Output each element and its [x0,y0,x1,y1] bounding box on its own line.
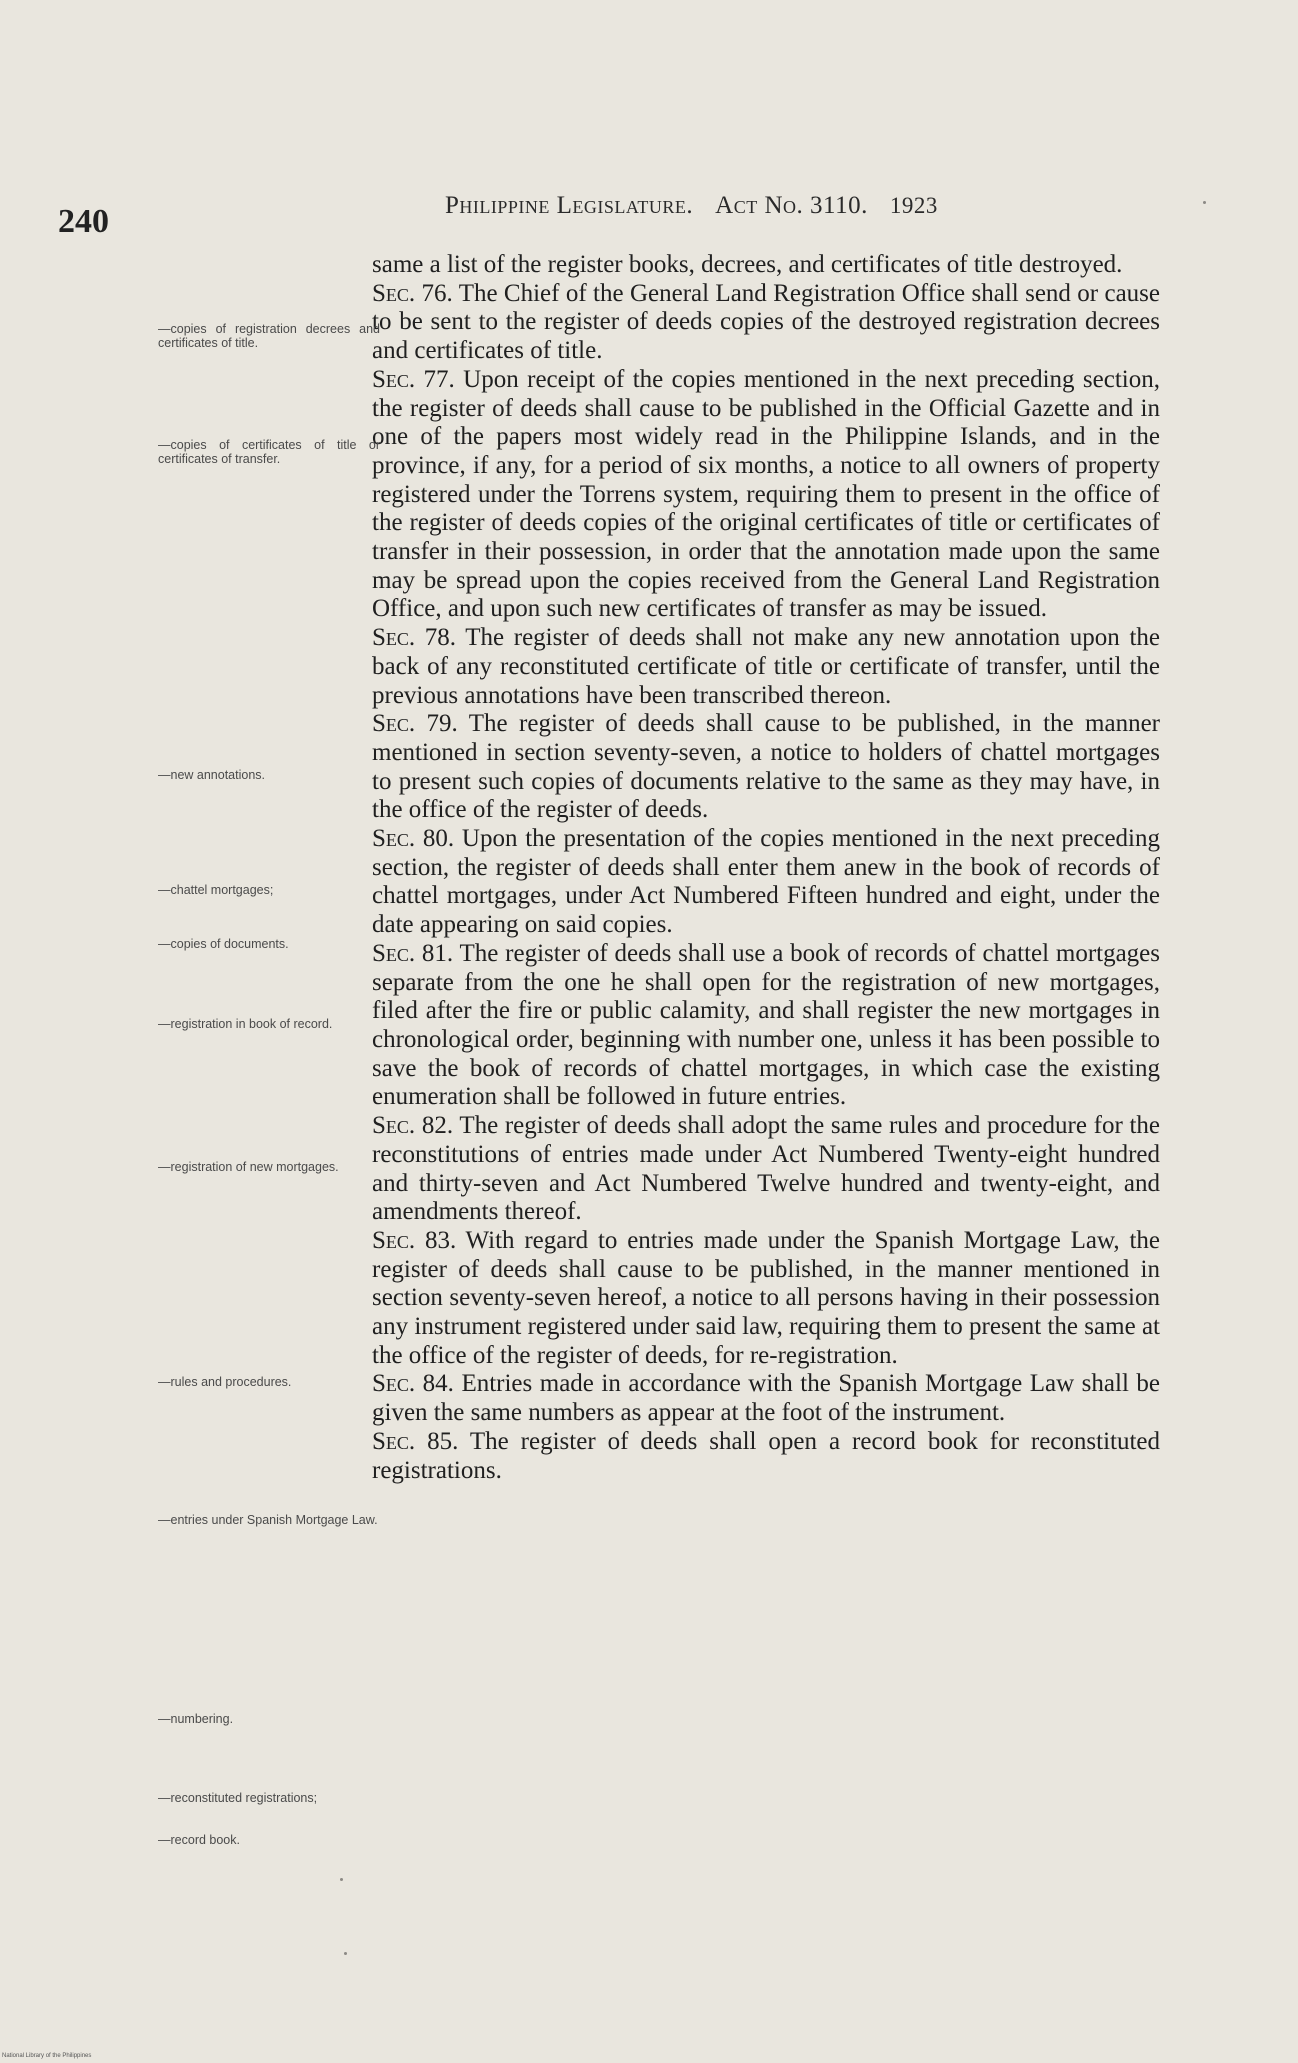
section-78 [372,624,1160,710]
margin-note: —registration in book of record. [158,1017,333,1031]
footer-credit: National Library of the Philippines [2,2053,92,2059]
margin-note: —chattel mortgages; [158,883,274,897]
section-76 [372,280,1160,366]
section-79 [372,710,1160,825]
margin-note: —new annotations. [158,768,266,782]
section-label: Sec. 81. [372,939,454,967]
section-text: The register of deeds shall open a record book for reconstituted registrations. [372,1427,1160,1484]
section-80 [372,825,1160,940]
margin-note: —registration of new mortgages. [158,1160,339,1174]
margin-note: —reconstituted registrations; [158,1791,318,1805]
section-text: The register of deeds shall adopt the same rules and procedure for the reconstitutions of entries made under Act Numbered Twenty-eight hundred and thirty-seven and Act Numbered Twelve hundred and twenty-eight, and amendments thereof. [372,1112,1161,1226]
section-83 [372,1227,1160,1371]
section-text: The register of deeds shall cause to be published, in the manner mentioned in section seventy-seven, a notice to holders of chattel mortgages to present such copies of documents relative to the same as they may have, in the office of the register of deeds. [372,710,1160,824]
section-label: Sec. 77. [372,365,455,393]
margin-note: —entries under Spanish Mortgage Law. [158,1513,378,1527]
section-81 [372,940,1160,1112]
section-85 [372,1428,1160,1485]
margin-note: —numbering. [158,1712,234,1726]
page-number: 240 [58,203,109,240]
section-84 [372,1370,1160,1427]
section-77 [372,366,1160,624]
margin-note: —record book. [158,1833,240,1847]
section-label: Sec. 82. [372,1112,454,1140]
section-text: Upon the presentation of the copies mentioned in the next preceding section, the register of deeds shall enter them anew in the book of records of chattel mortgages, under Act Numbered Fifteen hundred and eight, under the date appearing on said copies. [372,825,1160,939]
section-text: The Chief of the General Land Registration Office shall send or cause to be sent to the register of deeds copies of the destroyed registration decrees and certificates of title. [372,279,1160,365]
running-head [445,192,938,220]
section-label: Sec. 83. [372,1226,457,1254]
running-head-act: Act No. 3110. [715,192,868,219]
section-label: Sec. 85. [372,1427,459,1455]
section-text: Upon receipt of the copies mentioned in the next preceding section, the register of deeds shall cause to be published in the Official Gazette and in one of the papers most widely read in the Philippine Islands, and in the province, if any, for a period of six months, a notice to all owners of property registered under the Torrens system, requiring them to present in the office of the register of deeds copies of the original certificates of title or certificates of transfer in their possession, in order that the annotation made upon the same may be spread upon the copies received from the General Land Registration Office, and upon such new certificates of transfer as may be issued. [372,365,1160,623]
paragraph-continuation: same a list of the register books, decrees, and certificates of title destroyed. [372,251,1123,278]
section-82 [372,1112,1160,1227]
section-label: Sec. 79. [372,710,458,738]
section-text: The register of deeds shall not make any new annotation upon the back of any reconstituted certificate of title or certificate of transfer, until the previous annotations have been transcribed thereon. [372,624,1160,709]
section-text: Entries made in accordance with the Spanish Mortgage Law shall be given the same numbers as appear at the foot of the instrument. [372,1370,1160,1427]
running-head-body: Philippine Legislature. [445,192,694,219]
running-head-year: 1923 [889,193,938,218]
section-text: The register of deeds shall use a book of records of chattel mortgages separate from the one he shall open for the registration of new mortgages, filed after the fire or public calamity, and shall register the new mortgages in chronological order, beginning with number one, unless it has been possible to save the book of records of chattel mortgages, in which case the existing enumeration shall be followed in future entries. [372,939,1161,1111]
margin-note: —rules and procedures. [158,1375,292,1389]
margin-note: —copies of certificates of title or certificates of transfer. [158,438,380,466]
margin-note: —copies of documents. [158,937,289,951]
section-label: Sec. 78. [372,624,457,652]
body-text [372,251,1160,1485]
section-label: Sec. 84. [372,1370,454,1398]
section-text: With regard to entries made under the Spanish Mortgage Law, the register of deeds shall cause to be published, in the manner mentioned in section seventy-seven hereof, a notice to all persons having in their possession any instrument registered under said law, requiring them to present the same at the office of the register of deeds, for re-registration. [372,1226,1160,1369]
section-label: Sec. 76. [372,279,453,307]
section-label: Sec. 80. [372,825,455,853]
margin-note: —copies of registration decrees and certificates of title. [158,322,380,350]
